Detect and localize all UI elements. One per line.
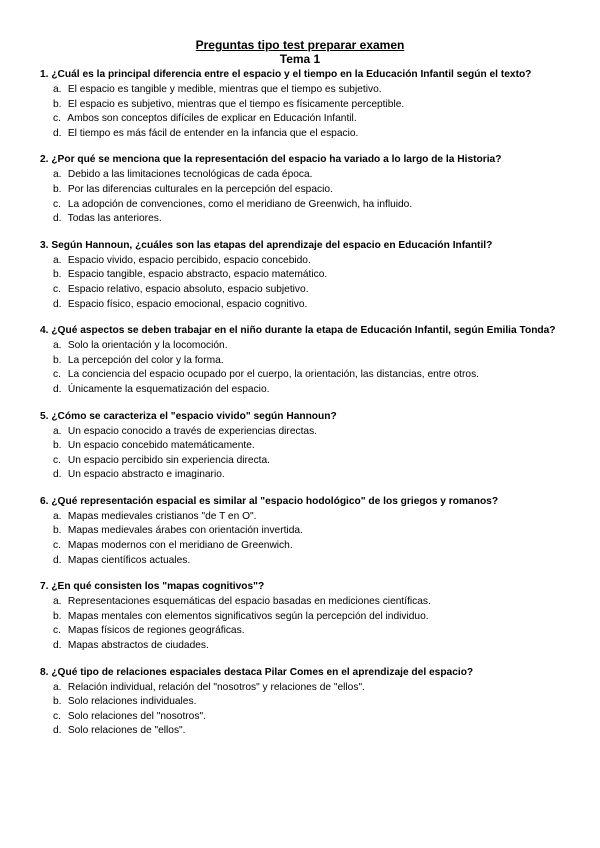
question-text: 1. ¿Cuál es la principal diferencia entre el espacio y el tiempo en la Educación Infantil según el texto? xyxy=(40,69,532,80)
answer-option xyxy=(53,83,560,98)
answer-option xyxy=(53,198,560,213)
option-text: Debido a las limitaciones tecnológicas de cada época. xyxy=(67,169,313,181)
option-text: Espacio relativo, espacio absoluto, espacio subjetivo. xyxy=(67,283,309,295)
option-letter: d. xyxy=(53,554,62,566)
question-5 xyxy=(40,410,560,483)
option-text: Solo la orientación y la locomoción. xyxy=(67,340,228,352)
answer-option xyxy=(53,383,560,398)
option-text: El espacio es subjetivo, mientras que el tiempo es físicamente perceptible. xyxy=(67,98,405,110)
option-text: La percepción del color y la forma. xyxy=(67,354,224,366)
answer-option xyxy=(53,510,560,525)
option-letter: b. xyxy=(53,183,62,195)
option-letter: b. xyxy=(53,269,62,281)
answer-option xyxy=(53,454,560,469)
answer-option xyxy=(53,624,560,639)
option-text: Relación individual, relación del "nosotros" y relaciones de "ellos". xyxy=(67,681,365,693)
option-text: Representaciones esquemáticas del espacio basadas en mediciones científicas. xyxy=(67,596,431,608)
option-list xyxy=(40,83,560,141)
answer-option xyxy=(53,168,560,183)
option-letter: d. xyxy=(53,127,62,139)
option-list xyxy=(40,254,560,312)
document-title: Preguntas tipo test preparar examen xyxy=(195,38,405,52)
option-letter: a. xyxy=(53,425,62,437)
option-text: La conciencia del espacio ocupado por el cuerpo, la orientación, las distancias, entre otros. xyxy=(67,369,479,381)
option-letter: c. xyxy=(53,540,61,552)
option-letter: d. xyxy=(53,213,62,225)
option-text: Espacio tangible, espacio abstracto, espacio matemático. xyxy=(67,269,328,281)
question-text: 7. ¿En qué consisten los "mapas cognitivos"? xyxy=(40,581,265,593)
option-list xyxy=(40,510,560,568)
question-8 xyxy=(40,666,560,739)
option-letter: b. xyxy=(53,354,62,366)
option-text: Un espacio concebido matemáticamente. xyxy=(67,440,255,452)
option-text: Únicamente la esquematización del espacio. xyxy=(67,383,270,395)
option-letter: a. xyxy=(53,254,62,266)
question-text: 2. ¿Por qué se menciona que la representación del espacio ha variado a lo largo de la Historia? xyxy=(40,154,502,166)
option-letter: c. xyxy=(53,710,61,722)
option-letter: d. xyxy=(53,298,62,310)
option-text: Solo relaciones de "ellos". xyxy=(67,725,186,737)
question-4 xyxy=(40,324,560,397)
option-text: Mapas mentales con elementos significativos según la percepción del individuo. xyxy=(67,610,429,622)
option-letter: a. xyxy=(53,169,62,181)
option-text: El espacio es tangible y medible, mientras que el tiempo es subjetivo. xyxy=(67,84,382,95)
answer-option xyxy=(53,681,560,696)
option-letter: b. xyxy=(53,610,62,622)
answer-option xyxy=(53,425,560,440)
answer-option xyxy=(53,268,560,283)
option-letter: d. xyxy=(53,725,62,737)
question-text: 4. ¿Qué aspectos se deben trabajar en el niño durante la etapa de Educación Infantil, según Emilia Tonda? xyxy=(40,325,556,337)
option-letter: a. xyxy=(53,340,62,352)
answer-option xyxy=(53,283,560,298)
option-letter: a. xyxy=(53,596,62,608)
answer-option xyxy=(53,639,560,654)
option-text: Todas las anteriores. xyxy=(67,213,162,225)
answer-option xyxy=(53,524,560,539)
option-text: Solo relaciones individuales. xyxy=(67,696,197,708)
answer-option xyxy=(53,610,560,625)
option-letter: c. xyxy=(53,113,61,125)
option-letter: c. xyxy=(53,625,61,637)
option-text: Un espacio percibido sin experiencia directa. xyxy=(67,454,271,466)
answer-option xyxy=(53,439,560,454)
option-letter: b. xyxy=(53,696,62,708)
answer-option xyxy=(53,368,560,383)
option-text: La adopción de convenciones, como el meridiano de Greenwich, ha influido. xyxy=(67,198,413,210)
answer-option xyxy=(53,298,560,313)
option-letter: c. xyxy=(53,454,61,466)
option-text: Mapas modernos con el meridiano de Greenwich. xyxy=(67,540,293,552)
option-letter: a. xyxy=(53,510,62,522)
option-text: Mapas medievales cristianos "de T en O". xyxy=(67,510,257,522)
answer-option xyxy=(53,554,560,569)
question-3 xyxy=(40,239,560,312)
option-letter: a. xyxy=(53,84,62,95)
answer-option xyxy=(53,539,560,554)
question-text: 8. ¿Qué tipo de relaciones espaciales destaca Pilar Comes en el aprendizaje del espacio? xyxy=(40,666,474,678)
answer-option xyxy=(53,212,560,227)
answer-option xyxy=(53,112,560,127)
option-text: Mapas medievales árabes con orientación invertida. xyxy=(67,525,303,537)
option-letter: d. xyxy=(53,383,62,395)
option-text: El tiempo es más fácil de entender en la infancia que el espacio. xyxy=(67,127,359,139)
question-1 xyxy=(40,68,560,141)
question-7 xyxy=(40,580,560,653)
question-text: 3. Según Hannoun, ¿cuáles son las etapas del aprendizaje del espacio en Educación Infantil? xyxy=(40,239,493,251)
question-2 xyxy=(40,153,560,226)
option-text: Ambos son conceptos difíciles de explicar en Educación Infantil. xyxy=(67,113,357,125)
option-text: Un espacio conocido a través de experiencias directas. xyxy=(67,425,318,437)
option-letter: c. xyxy=(53,283,61,295)
option-letter: d. xyxy=(53,469,62,481)
answer-option xyxy=(53,710,560,725)
option-letter: c. xyxy=(53,198,61,210)
answer-option xyxy=(53,695,560,710)
option-text: Por las diferencias culturales en la percepción del espacio. xyxy=(67,183,333,195)
option-letter: c. xyxy=(53,369,61,381)
question-list xyxy=(40,68,560,739)
option-text: Mapas físicos de regiones geográficas. xyxy=(67,625,245,637)
question-text: 5. ¿Cómo se caracteriza el "espacio vivido" según Hannoun? xyxy=(40,410,337,422)
option-letter: b. xyxy=(53,525,62,537)
option-text: Un espacio abstracto e imaginario. xyxy=(67,469,225,481)
answer-option xyxy=(53,468,560,483)
answer-option xyxy=(53,98,560,113)
option-text: Mapas abstractos de ciudades. xyxy=(67,640,209,652)
option-letter: b. xyxy=(53,440,62,452)
document-subtitle: Tema 1 xyxy=(279,52,321,66)
option-text: Solo relaciones del "nosotros". xyxy=(67,710,206,722)
option-list xyxy=(40,681,560,739)
option-list xyxy=(40,168,560,226)
answer-option xyxy=(53,354,560,369)
option-text: Mapas científicos actuales. xyxy=(67,554,191,566)
question-6 xyxy=(40,495,560,568)
answer-option xyxy=(53,127,560,142)
question-text: 6. ¿Qué representación espacial es similar al "espacio hodológico" de los griegos y romanos? xyxy=(40,495,499,507)
option-text: Espacio físico, espacio emocional, espacio cognitivo. xyxy=(67,298,308,310)
option-text: Espacio vivido, espacio percibido, espacio concebido. xyxy=(67,254,311,266)
option-letter: b. xyxy=(53,98,62,110)
answer-option xyxy=(53,595,560,610)
option-list xyxy=(40,425,560,483)
option-list xyxy=(40,595,560,653)
option-letter: d. xyxy=(53,640,62,652)
option-list xyxy=(40,339,560,397)
answer-option xyxy=(53,254,560,269)
answer-option xyxy=(53,724,560,739)
answer-option xyxy=(53,183,560,198)
answer-option xyxy=(53,339,560,354)
option-letter: a. xyxy=(53,681,62,693)
